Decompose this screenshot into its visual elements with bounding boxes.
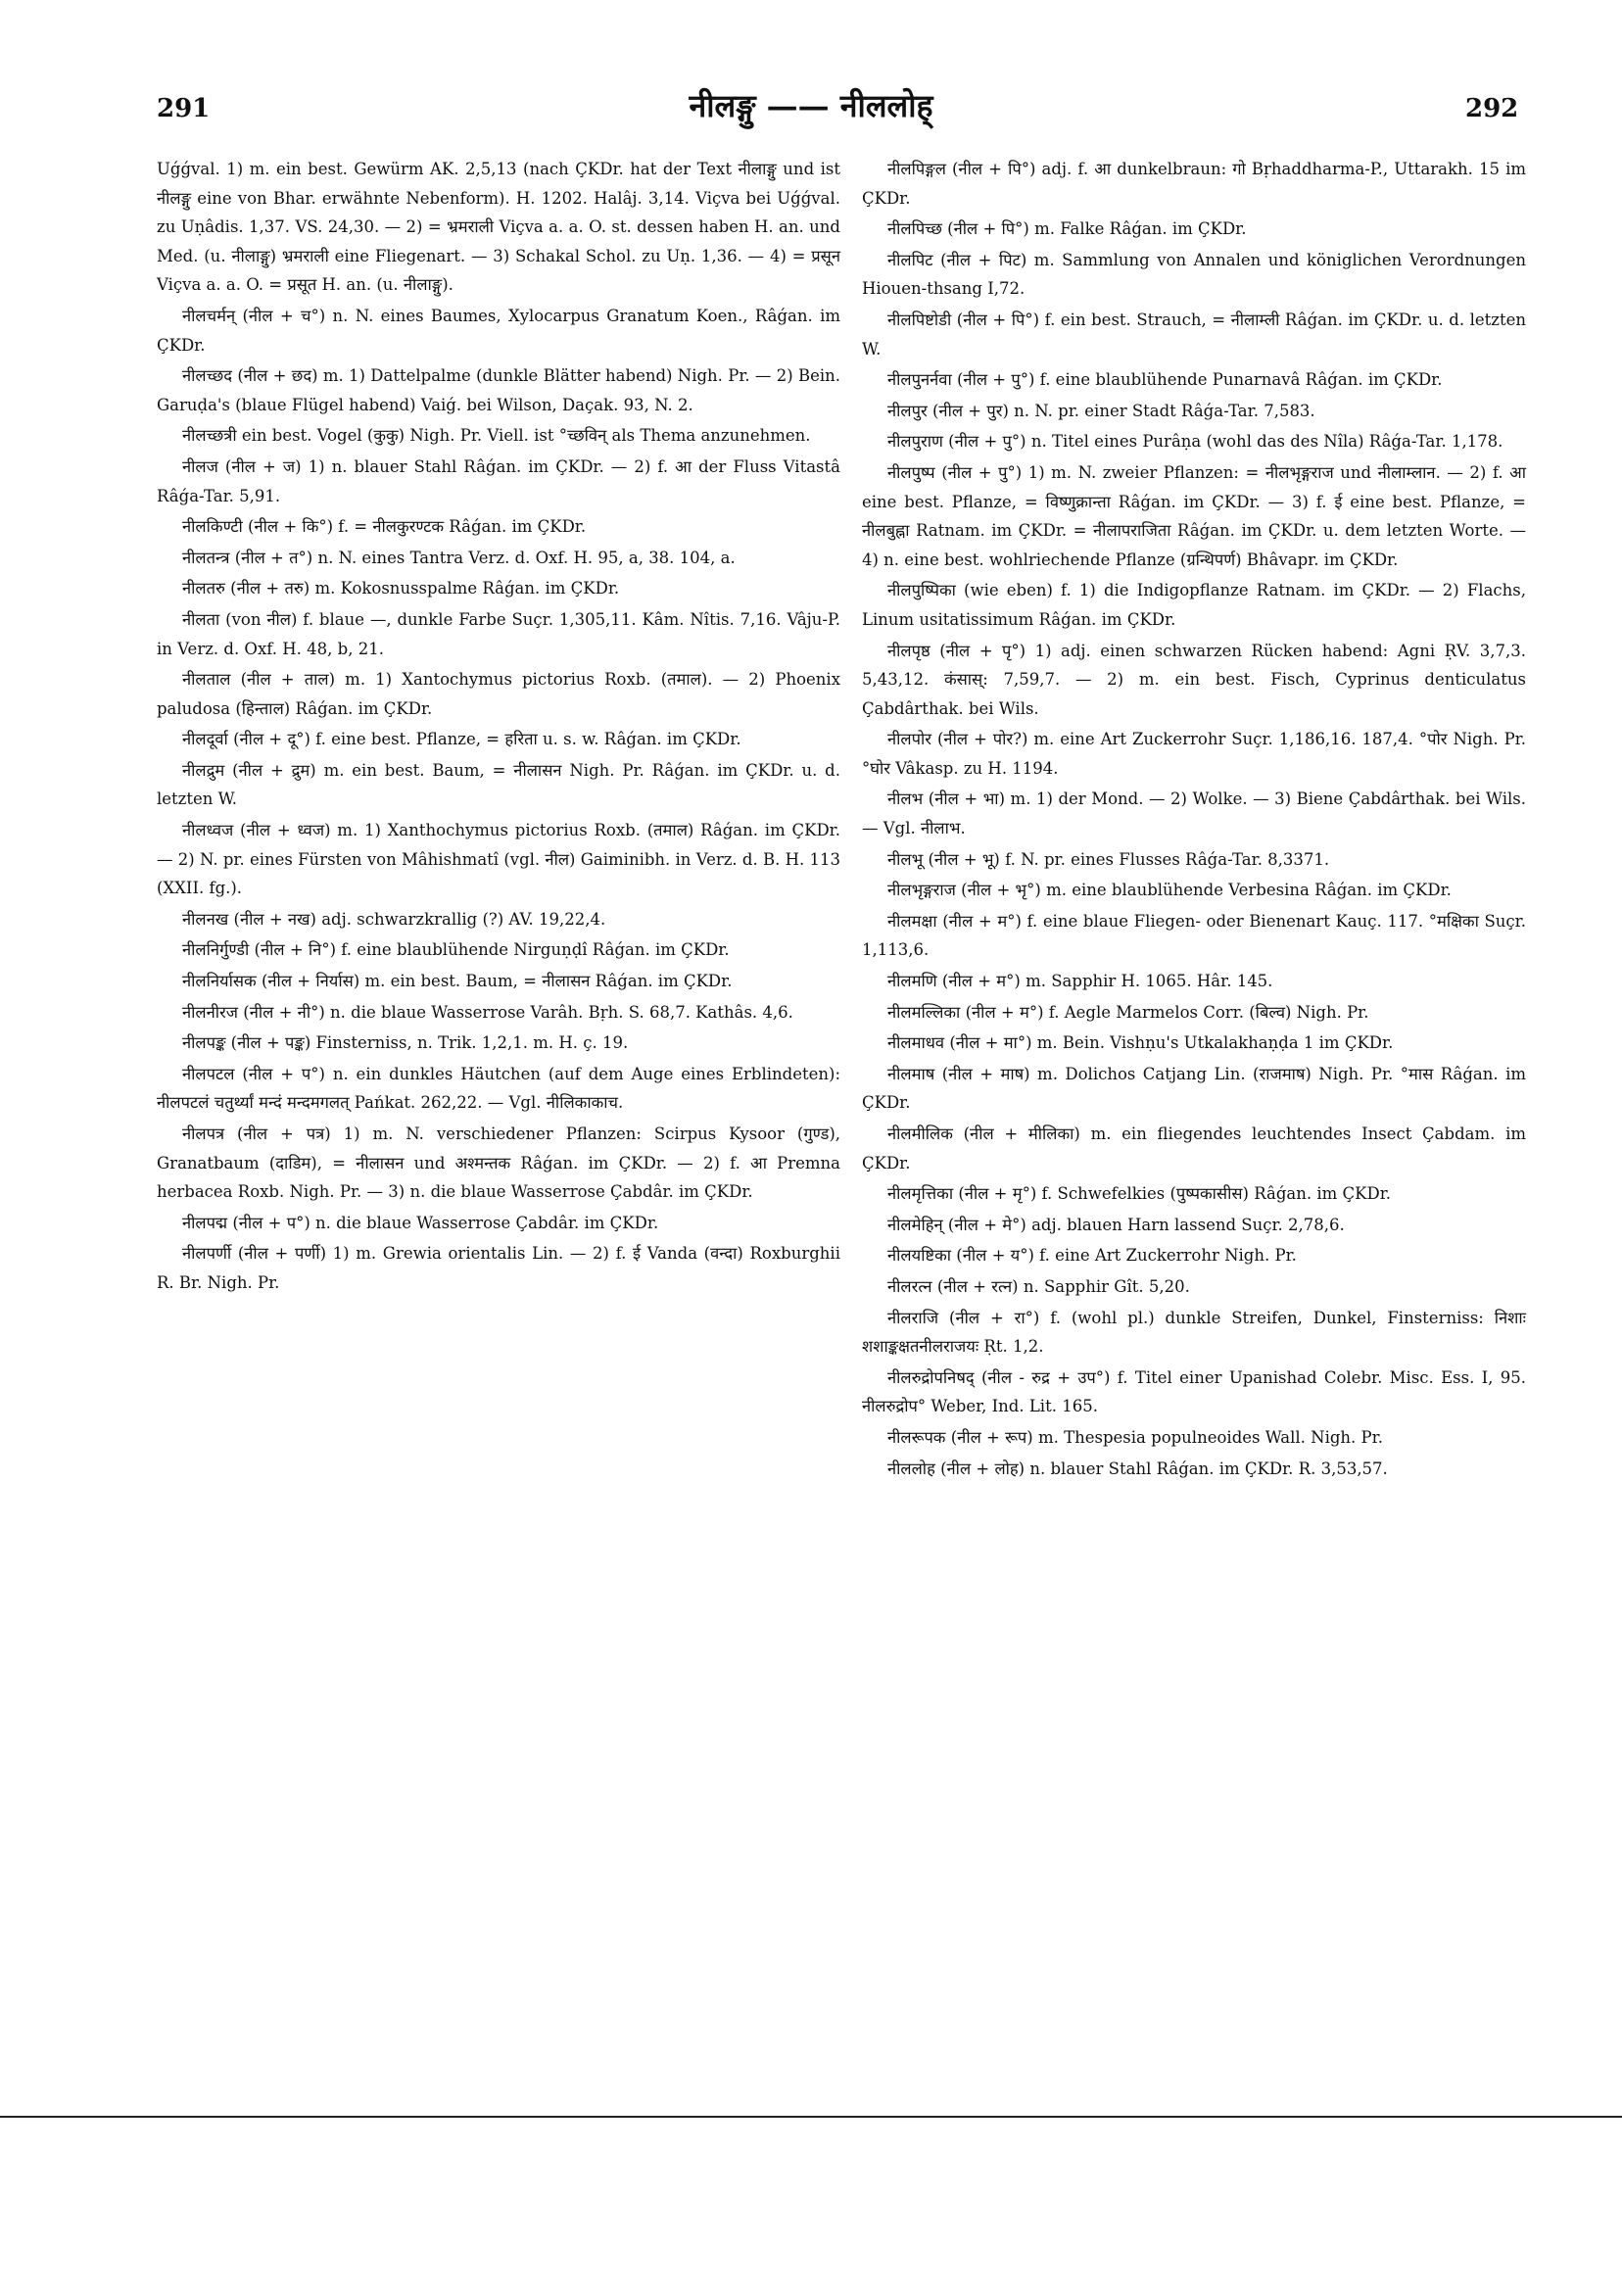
dictionary-entry: नीलपुष्पिका (wie eben) f. 1) die Indigopflanze Ratnam. im ÇKDr. — 2) Flachs, Linum usitatissimum Râǵan. im ÇKDr. — [862, 581, 1526, 629]
dictionary-entry: नीलकिण्टी (नील + कि°) f. = नीलकुरण्टक Râǵan. im ÇKDr. — [182, 517, 587, 537]
dictionary-entry: नीलतरु (नील + तरु) m. Kokosnusspalme Râǵan. im ÇKDr. — [182, 579, 620, 598]
page-number-right: 292 — [1465, 94, 1519, 123]
dictionary-entry: नीलपिष्टोडी (नील + पि°) f. ein best. Strauch, = नीलाम्ली Râǵan. im ÇKDr. u. d. letzten W. — [862, 310, 1526, 359]
dictionary-entry: नीलमाधव (नील + मा°) m. Bein. Vishṇu's Utkalakhaṇḍa 1 im ÇKDr. — [887, 1033, 1394, 1053]
footer-rule — [0, 2116, 1622, 2118]
dictionary-entry: नीलनीरज (नील + नी°) n. die blaue Wasserrose Varâh. Bṛh. S. 68,7. Kathâs. 4,6. — [182, 1002, 793, 1022]
dictionary-entry: नीलभृङ्गराज (नील + भृ°) m. eine blaublühende Verbesina Râǵan. im ÇKDr. — [887, 881, 1452, 900]
dictionary-entry: नीलपुष्प (नील + पु°) 1) m. N. zweier Pflanzen: = नीलभृङ्गराज und नीलाम्लान. — 2) f. आ eine best. Pflanze, = विष्णुक्रान्ता Râǵan. im ÇKDr. — 3) f. ई eine best. Pflanze, = नीलबुह्ना Ratnam. im ÇKDr. = नीलापराजिता Râǵan. im ÇKDr. u. dem letzten Worte. — 4) n. eine best. wohlriechende Pflanze (ग्रन्थिपर्ण) Bhâvapr. im ÇKDr. — [862, 462, 1526, 569]
dictionary-entry: नीलपटल (नील + प°) n. ein dunkles Häutchen (auf dem Auge eines Erblindeten): नीलपटलं चतुर्थ्यां मन्दं मन्दमगलत् Pańkat. 262,22. — Vgl. नीलिकाकाच. — [157, 1064, 840, 1113]
dictionary-entry: नीलभू (नील + भू) f. N. pr. eines Flusses Râǵa-Tar. 8,3371. — [887, 849, 1330, 869]
right-column — [862, 155, 1526, 1485]
dictionary-entry: नीलपिट (नील + पिट) m. Sammlung von Annalen und königlichen Verordnungen Hiouen-thsang I,72. — [862, 250, 1526, 299]
page-title: नीलङ्गु —— नीललोह् — [689, 87, 933, 124]
dictionary-entry: नीलमीलिक (नील + मीलिका) m. ein fliegendes leuchtendes Insect Çabdam. im ÇKDr. — [862, 1124, 1526, 1172]
dictionary-entry: नीलचर्मन् (नील + च°) n. N. eines Baumes, Xylocarpus Granatum Koen., Râǵan. im ÇKDr. — [157, 306, 840, 355]
dictionary-entry: नीलदूर्वा (नील + दू°) f. eine best. Pflanze, = हरिता u. s. w. Râǵan. im ÇKDr. — [182, 730, 741, 749]
dictionary-entry: नीलपद्म (नील + प°) n. die blaue Wasserrose Çabdâr. im ÇKDr. — [182, 1213, 659, 1232]
dictionary-entry: नीलयष्टिका (नील + य°) f. eine Art Zuckerrohr Nigh. Pr. — [887, 1246, 1297, 1266]
dictionary-entry: नीलच्छत्री ein best. Vogel (कुकु) Nigh. Pr. Viell. ist °च्छविन् als Thema anzunehmen. — [182, 426, 811, 446]
dictionary-entry: Uǵǵval. 1) m. ein best. Gewürm AK. 2,5,13 (nach ÇKDr. hat der Text नीलाङ्गु und ist नीलङ्गु eine von Bhar. erwähnte Nebenform). H. 1202. Halâj. 3,14. Viçva bei Uǵǵval. zu Uṇâdis. 1,37. VS. 24,30. — 2) = भ्रमराली Viçva a. a. O. st. dessen haben H. an. und Med. (u. नीलाङ्गु) भ्रमराली eine Fliegenart. — 3) Schakal Schol. zu Uṇ. 1,36. — 4) = प्रसून Viçva a. a. O. = प्रसूत H. an. (u. नीलाङ्गु). — [157, 160, 840, 295]
dictionary-entry: नीलनख (नील + नख) adj. schwarzkrallig (?) AV. 19,22,4. — [182, 909, 606, 929]
dictionary-entry: नीलद्रुम (नील + द्रुम) m. ein best. Baum, = नीलासन Nigh. Pr. Râǵan. im ÇKDr. u. d. letzten W. — [157, 760, 840, 809]
dictionary-entry: नीलपर्णी (नील + पर्णी) 1) m. Grewia orientalis Lin. — 2) f. ई Vanda (वन्दा) Roxburghii R. Br. Nigh. Pr. — [157, 1244, 840, 1292]
dictionary-entry: नीलपङ्क (नील + पङ्क) Finsterniss, n. Trik. 1,2,1. m. H. ç. 19. — [182, 1033, 629, 1053]
dictionary-entry: नीलपृष्ठ (नील + पृ°) 1) adj. einen schwarzen Rücken habend: Agni ṚV. 3,7,3. 5,43,12. कंसास्: 7,59,7. — 2) m. ein best. Fisch, Cyprinus denticulatus Çabdârthak. bei Wils. — [862, 641, 1526, 718]
dictionary-entry: नीलपुराण (नील + पु°) n. Titel eines Purâṇa (wohl das des Nîla) Râǵa-Tar. 1,178. — [887, 432, 1503, 452]
dictionary-entry: नीलच्छद (नील + छद) m. 1) Dattelpalme (dunkle Blätter habend) Nigh. Pr. — 2) Bein. Garuḍa's (blaue Flügel habend) Vaiǵ. bei Wilson, Daçak. 93, N. 2. — [157, 366, 840, 414]
dictionary-entry: नीलपत्र (नील + पत्र) 1) m. N. verschiedener Pflanzen: Scirpus Kysoor (गुण्ड), Granatbaum (दाडिम), = नीलासन und अश्मन्तक Râǵan. im ÇKDr. — 2) f. आ Premna herbacea Roxb. Nigh. Pr. — 3) n. die blaue Wasserrose Çabdâr. im ÇKDr. — [157, 1124, 840, 1202]
dictionary-entry: नीलरुद्रोपनिषद् (नील - रुद्र + उप°) f. Titel einer Upanishad Colebr. Misc. Ess. I, 95. नीलरुद्रोप° Weber, Ind. Lit. 165. — [862, 1367, 1526, 1416]
dictionary-entry: नीलरूपक (नील + रूप) m. Thespesia populneoides Wall. Nigh. Pr. — [887, 1427, 1383, 1447]
dictionary-entry: नीलरत्न (नील + रत्न) n. Sapphir Gît. 5,20. — [887, 1276, 1190, 1296]
dictionary-entry: नीललोह (नील + लोह) n. blauer Stahl Râǵan. im ÇKDr. R. 3,53,57. — [887, 1459, 1388, 1478]
dictionary-entry: नीलपुनर्नवा (नील + पु°) f. eine blaublühende Punarnavâ Râǵan. im ÇKDr. — [887, 370, 1443, 390]
dictionary-entry: नीलता (von नील) f. blaue —, dunkle Farbe Suçr. 1,305,11. Kâm. Nîtis. 7,16. Vâju-P. in Verz. d. Oxf. H. 48, b, 21. — [157, 609, 840, 658]
left-column — [157, 155, 840, 1300]
dictionary-entry: नीलपिङ्गल (नील + पि°) adj. f. आ dunkelbraun: गो Bṛhaddharma-P., Uttarakh. 15 im ÇKDr. — [862, 160, 1526, 208]
dictionary-entry: नीलपोर (नील + पोर?) m. eine Art Zuckerrohr Suçr. 1,186,16. 187,4. °पोर Nigh. Pr. °घोर Vâkasp. zu H. 1194. — [862, 730, 1526, 778]
dictionary-entry: नीलताल (नील + ताल) m. 1) Xantochymus pictorius Roxb. (तमाल). — 2) Phoenix paludosa (हिन्ताल) Râǵan. im ÇKDr. — [157, 670, 840, 718]
dictionary-entry: नीलनिर्गुण्डी (नील + नि°) f. eine blaublühende Nirguṇḍî Râǵan. im ÇKDr. — [182, 940, 730, 960]
dictionary-entry: नीलतन्त्र (नील + त°) n. N. eines Tantra Verz. d. Oxf. H. 95, a, 38. 104, a. — [182, 548, 736, 567]
dictionary-entry: नीलनिर्यासक (नील + निर्यास) m. ein best. Baum, = नीलासन Râǵan. im ÇKDr. — [182, 972, 733, 991]
dictionary-entry: नीलराजि (नील + रा°) f. (wohl pl.) dunkle Streifen, Dunkel, Finsterniss: निशाः शशाङ्कक्षतनीलराजयः Ṛt. 1,2. — [862, 1308, 1526, 1357]
dictionary-entry: नीलपिच्छ (नील + पि°) m. Falke Râǵan. im ÇKDr. — [887, 219, 1247, 239]
dictionary-entry: नीलमक्षा (नील + म°) f. eine blaue Fliegen- oder Bienenart Kauç. 117. °मक्षिका Suçr. 1,113,6. — [862, 911, 1526, 960]
dictionary-entry: नीलमृत्तिका (नील + मृ°) f. Schwefelkies (पुष्पकासीस) Râǵan. im ÇKDr. — [887, 1184, 1392, 1204]
page-number-left: 291 — [157, 94, 211, 123]
dictionary-entry: नीलभ (नील + भा) m. 1) der Mond. — 2) Wolke. — 3) Biene Çabdârthak. bei Wils. — Vgl. नीलाभ. — [862, 789, 1526, 838]
dictionary-entry: नीलमेहिन् (नील + मे°) adj. blauen Harn lassend Suçr. 2,78,6. — [887, 1215, 1345, 1234]
dictionary-entry: नीलमाष (नील + माष) m. Dolichos Catjang Lin. (राजमाष) Nigh. Pr. °मास Râǵan. im ÇKDr. — [862, 1064, 1526, 1113]
dictionary-entry: नीलमल्लिका (नील + म°) f. Aegle Marmelos Corr. (बिल्व) Nigh. Pr. — [887, 1002, 1369, 1022]
dictionary-entry: नीलपुर (नील + पुर) n. N. pr. einer Stadt Râǵa-Tar. 7,583. — [887, 401, 1315, 420]
dictionary-entry: नीलमणि (नील + म°) m. Sapphir H. 1065. Hâr. 145. — [887, 972, 1273, 991]
dictionary-entry: नीलध्वज (नील + ध्वज) m. 1) Xanthochymus pictorius Roxb. (तमाल) Râǵan. im ÇKDr. — 2) N. pr. eines Fürsten von Mâhishmatî (vgl. नील) Gaiminibh. in Verz. d. B. H. 113 (XXII. fg.). — [157, 821, 840, 898]
dictionary-entry: नीलज (नील + ज) 1) n. blauer Stahl Râǵan. im ÇKDr. — 2) f. आ der Fluss Vitastâ Râǵa-Tar. 5,91. — [157, 456, 840, 505]
